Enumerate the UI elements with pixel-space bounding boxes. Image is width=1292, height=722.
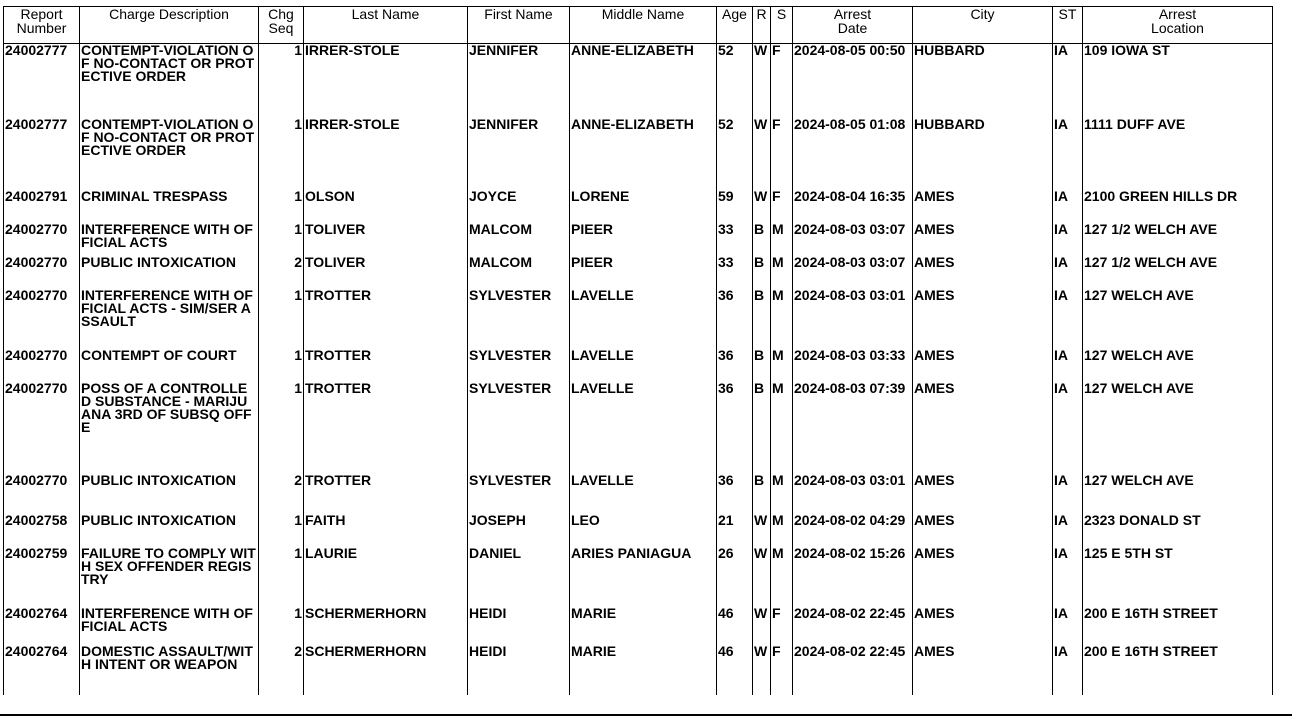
cell-report-number: 24002770 bbox=[4, 474, 80, 514]
cell-middle-name: ARIES PANIAGUA bbox=[570, 547, 717, 607]
cell-age: 21 bbox=[717, 514, 753, 547]
cell-state: IA bbox=[1053, 223, 1083, 256]
header-arrest-date: Arrest Date bbox=[793, 7, 913, 44]
cell-arrest-date: 2024-08-05 00:50 bbox=[793, 44, 913, 119]
cell-last-name: FAITH bbox=[304, 514, 468, 547]
cell-arrest-date: 2024-08-02 04:29 bbox=[793, 514, 913, 547]
table-row bbox=[4, 547, 1273, 607]
cell-chg-seq: 1 bbox=[259, 607, 304, 645]
cell-first-name: JENNIFER bbox=[468, 44, 570, 119]
cell-arrest-location: 2323 DONALD ST bbox=[1083, 514, 1273, 547]
cell-last-name: TOLIVER bbox=[304, 256, 468, 289]
cell-city: HUBBARD bbox=[913, 118, 1053, 190]
cell-charge-description: PUBLIC INTOXICATION bbox=[80, 256, 259, 289]
cell-city: AMES bbox=[913, 190, 1053, 223]
cell-state: IA bbox=[1053, 547, 1083, 607]
cell-first-name: SYLVESTER bbox=[468, 349, 570, 382]
cell-report-number: 24002764 bbox=[4, 607, 80, 645]
cell-chg-seq: 2 bbox=[259, 645, 304, 695]
cell-chg-seq: 2 bbox=[259, 474, 304, 514]
cell-middle-name: MARIE bbox=[570, 645, 717, 695]
cell-charge-description: CONTEMPT-VIOLATION OF NO-CONTACT OR PROTECTIVE ORDER bbox=[80, 44, 259, 119]
cell-chg-seq: 1 bbox=[259, 118, 304, 190]
cell-report-number: 24002777 bbox=[4, 44, 80, 119]
header-city: City bbox=[913, 7, 1053, 44]
cell-charge-description: INTERFERENCE WITH OFFICIAL ACTS bbox=[80, 223, 259, 256]
header-age: Age bbox=[717, 7, 753, 44]
cell-last-name: TROTTER bbox=[304, 474, 468, 514]
cell-first-name: SYLVESTER bbox=[468, 289, 570, 349]
cell-arrest-date: 2024-08-03 03:07 bbox=[793, 256, 913, 289]
header-charge-description: Charge Description bbox=[80, 7, 259, 44]
cell-state: IA bbox=[1053, 190, 1083, 223]
cell-arrest-date: 2024-08-05 01:08 bbox=[793, 118, 913, 190]
cell-city: AMES bbox=[913, 474, 1053, 514]
cell-sex: M bbox=[771, 256, 793, 289]
arrest-log-table bbox=[3, 6, 1273, 695]
cell-chg-seq: 1 bbox=[259, 223, 304, 256]
cell-state: IA bbox=[1053, 382, 1083, 474]
cell-city: AMES bbox=[913, 289, 1053, 349]
cell-age: 46 bbox=[717, 645, 753, 695]
cell-charge-description: PUBLIC INTOXICATION bbox=[80, 474, 259, 514]
cell-race: B bbox=[753, 289, 771, 349]
cell-last-name: TOLIVER bbox=[304, 223, 468, 256]
cell-arrest-date: 2024-08-03 03:01 bbox=[793, 474, 913, 514]
header-first-name: First Name bbox=[468, 7, 570, 44]
cell-arrest-location: 127 WELCH AVE bbox=[1083, 474, 1273, 514]
cell-report-number: 24002758 bbox=[4, 514, 80, 547]
cell-arrest-location: 127 WELCH AVE bbox=[1083, 382, 1273, 474]
cell-race: W bbox=[753, 514, 771, 547]
cell-report-number: 24002770 bbox=[4, 223, 80, 256]
cell-race: W bbox=[753, 607, 771, 645]
cell-arrest-date: 2024-08-04 16:35 bbox=[793, 190, 913, 223]
cell-age: 33 bbox=[717, 223, 753, 256]
cell-charge-description: CONTEMPT-VIOLATION OF NO-CONTACT OR PROTECTIVE ORDER bbox=[80, 118, 259, 190]
cell-middle-name: LAVELLE bbox=[570, 382, 717, 474]
cell-middle-name: MARIE bbox=[570, 607, 717, 645]
cell-age: 36 bbox=[717, 382, 753, 474]
cell-race: B bbox=[753, 256, 771, 289]
table-row bbox=[4, 118, 1273, 190]
cell-arrest-location: 127 1/2 WELCH AVE bbox=[1083, 256, 1273, 289]
cell-charge-description: CRIMINAL TRESPASS bbox=[80, 190, 259, 223]
cell-middle-name: LAVELLE bbox=[570, 474, 717, 514]
cell-sex: F bbox=[771, 607, 793, 645]
cell-middle-name: LAVELLE bbox=[570, 349, 717, 382]
cell-sex: M bbox=[771, 474, 793, 514]
cell-city: AMES bbox=[913, 223, 1053, 256]
table-row bbox=[4, 514, 1273, 547]
cell-age: 52 bbox=[717, 44, 753, 119]
cell-city: AMES bbox=[913, 607, 1053, 645]
cell-state: IA bbox=[1053, 289, 1083, 349]
cell-sex: F bbox=[771, 645, 793, 695]
cell-charge-description: PUBLIC INTOXICATION bbox=[80, 514, 259, 547]
cell-arrest-location: 127 1/2 WELCH AVE bbox=[1083, 223, 1273, 256]
cell-arrest-date: 2024-08-02 22:45 bbox=[793, 645, 913, 695]
cell-arrest-date: 2024-08-02 15:26 bbox=[793, 547, 913, 607]
cell-age: 36 bbox=[717, 349, 753, 382]
cell-chg-seq: 1 bbox=[259, 44, 304, 119]
header-state: ST bbox=[1053, 7, 1083, 44]
cell-sex: M bbox=[771, 547, 793, 607]
cell-chg-seq: 2 bbox=[259, 256, 304, 289]
cell-first-name: MALCOM bbox=[468, 256, 570, 289]
cell-race: B bbox=[753, 223, 771, 256]
cell-state: IA bbox=[1053, 44, 1083, 119]
cell-middle-name: LORENE bbox=[570, 190, 717, 223]
cell-age: 26 bbox=[717, 547, 753, 607]
cell-age: 52 bbox=[717, 118, 753, 190]
cell-chg-seq: 1 bbox=[259, 547, 304, 607]
cell-charge-description: INTERFERENCE WITH OFFICIAL ACTS - SIM/SER ASSAULT bbox=[80, 289, 259, 349]
cell-arrest-location: 1111 DUFF AVE bbox=[1083, 118, 1273, 190]
cell-arrest-location: 127 WELCH AVE bbox=[1083, 349, 1273, 382]
table-row bbox=[4, 474, 1273, 514]
cell-last-name: LAURIE bbox=[304, 547, 468, 607]
cell-race: W bbox=[753, 645, 771, 695]
cell-race: W bbox=[753, 547, 771, 607]
cell-city: AMES bbox=[913, 645, 1053, 695]
cell-middle-name: LEO bbox=[570, 514, 717, 547]
cell-first-name: HEIDI bbox=[468, 607, 570, 645]
header-report-number: Report Number bbox=[4, 7, 80, 44]
cell-chg-seq: 1 bbox=[259, 514, 304, 547]
header-row bbox=[4, 7, 1273, 44]
cell-first-name: DANIEL bbox=[468, 547, 570, 607]
cell-arrest-date: 2024-08-02 22:45 bbox=[793, 607, 913, 645]
page-bottom-rule bbox=[0, 714, 1292, 722]
cell-last-name: IRRER-STOLE bbox=[304, 44, 468, 119]
cell-last-name: TROTTER bbox=[304, 289, 468, 349]
cell-charge-description: FAILURE TO COMPLY WITH SEX OFFENDER REGISTRY bbox=[80, 547, 259, 607]
cell-middle-name: ANNE-ELIZABETH bbox=[570, 118, 717, 190]
cell-age: 36 bbox=[717, 289, 753, 349]
cell-first-name: SYLVESTER bbox=[468, 382, 570, 474]
cell-city: HUBBARD bbox=[913, 44, 1053, 119]
cell-arrest-date: 2024-08-03 07:39 bbox=[793, 382, 913, 474]
cell-first-name: SYLVESTER bbox=[468, 474, 570, 514]
cell-chg-seq: 1 bbox=[259, 289, 304, 349]
header-middle-name: Middle Name bbox=[570, 7, 717, 44]
cell-arrest-location: 200 E 16TH STREET bbox=[1083, 645, 1273, 695]
cell-race: W bbox=[753, 44, 771, 119]
cell-report-number: 24002770 bbox=[4, 256, 80, 289]
cell-report-number: 24002777 bbox=[4, 118, 80, 190]
header-arrest-location: Arrest Location bbox=[1083, 7, 1273, 44]
header-last-name: Last Name bbox=[304, 7, 468, 44]
cell-race: W bbox=[753, 118, 771, 190]
table-row bbox=[4, 607, 1273, 645]
cell-last-name: SCHERMERHORN bbox=[304, 645, 468, 695]
cell-middle-name: LAVELLE bbox=[570, 289, 717, 349]
cell-report-number: 24002770 bbox=[4, 382, 80, 474]
table-row bbox=[4, 223, 1273, 256]
table-row bbox=[4, 190, 1273, 223]
cell-race: W bbox=[753, 190, 771, 223]
cell-arrest-location: 2100 GREEN HILLS DR bbox=[1083, 190, 1273, 223]
cell-age: 46 bbox=[717, 607, 753, 645]
cell-city: AMES bbox=[913, 514, 1053, 547]
cell-state: IA bbox=[1053, 118, 1083, 190]
cell-first-name: JENNIFER bbox=[468, 118, 570, 190]
cell-state: IA bbox=[1053, 349, 1083, 382]
cell-city: AMES bbox=[913, 256, 1053, 289]
cell-sex: M bbox=[771, 349, 793, 382]
header-sex: S bbox=[771, 7, 793, 44]
cell-state: IA bbox=[1053, 474, 1083, 514]
cell-report-number: 24002770 bbox=[4, 349, 80, 382]
cell-arrest-location: 125 E 5TH ST bbox=[1083, 547, 1273, 607]
cell-last-name: TROTTER bbox=[304, 382, 468, 474]
cell-charge-description: DOMESTIC ASSAULT/WITH INTENT OR WEAPON bbox=[80, 645, 259, 695]
cell-chg-seq: 1 bbox=[259, 349, 304, 382]
cell-last-name: TROTTER bbox=[304, 349, 468, 382]
cell-first-name: JOYCE bbox=[468, 190, 570, 223]
cell-report-number: 24002770 bbox=[4, 289, 80, 349]
cell-race: B bbox=[753, 349, 771, 382]
cell-last-name: SCHERMERHORN bbox=[304, 607, 468, 645]
header-race: R bbox=[753, 7, 771, 44]
cell-state: IA bbox=[1053, 256, 1083, 289]
cell-arrest-location: 109 IOWA ST bbox=[1083, 44, 1273, 119]
table-row bbox=[4, 289, 1273, 349]
cell-charge-description: CONTEMPT OF COURT bbox=[80, 349, 259, 382]
cell-state: IA bbox=[1053, 514, 1083, 547]
cell-arrest-date: 2024-08-03 03:33 bbox=[793, 349, 913, 382]
cell-city: AMES bbox=[913, 547, 1053, 607]
cell-city: AMES bbox=[913, 382, 1053, 474]
cell-first-name: MALCOM bbox=[468, 223, 570, 256]
table-row bbox=[4, 645, 1273, 695]
cell-arrest-date: 2024-08-03 03:07 bbox=[793, 223, 913, 256]
cell-state: IA bbox=[1053, 645, 1083, 695]
cell-race: B bbox=[753, 382, 771, 474]
cell-sex: M bbox=[771, 382, 793, 474]
cell-report-number: 24002791 bbox=[4, 190, 80, 223]
cell-age: 36 bbox=[717, 474, 753, 514]
cell-age: 59 bbox=[717, 190, 753, 223]
cell-arrest-location: 127 WELCH AVE bbox=[1083, 289, 1273, 349]
cell-charge-description: POSS OF A CONTROLLED SUBSTANCE - MARIJUANA 3RD OF SUBSQ OFFE bbox=[80, 382, 259, 474]
cell-sex: M bbox=[771, 223, 793, 256]
cell-sex: M bbox=[771, 289, 793, 349]
cell-sex: F bbox=[771, 44, 793, 119]
cell-chg-seq: 1 bbox=[259, 382, 304, 474]
header-chg-seq: Chg Seq bbox=[259, 7, 304, 44]
cell-state: IA bbox=[1053, 607, 1083, 645]
cell-report-number: 24002759 bbox=[4, 547, 80, 607]
cell-report-number: 24002764 bbox=[4, 645, 80, 695]
cell-last-name: IRRER-STOLE bbox=[304, 118, 468, 190]
cell-arrest-location: 200 E 16TH STREET bbox=[1083, 607, 1273, 645]
table-row bbox=[4, 44, 1273, 119]
cell-last-name: OLSON bbox=[304, 190, 468, 223]
table-row bbox=[4, 349, 1273, 382]
cell-sex: F bbox=[771, 190, 793, 223]
cell-middle-name: PIEER bbox=[570, 256, 717, 289]
cell-charge-description: INTERFERENCE WITH OFFICIAL ACTS bbox=[80, 607, 259, 645]
cell-middle-name: ANNE-ELIZABETH bbox=[570, 44, 717, 119]
cell-middle-name: PIEER bbox=[570, 223, 717, 256]
cell-sex: F bbox=[771, 118, 793, 190]
cell-first-name: JOSEPH bbox=[468, 514, 570, 547]
cell-age: 33 bbox=[717, 256, 753, 289]
table-row bbox=[4, 382, 1273, 474]
cell-arrest-date: 2024-08-03 03:01 bbox=[793, 289, 913, 349]
cell-race: B bbox=[753, 474, 771, 514]
cell-city: AMES bbox=[913, 349, 1053, 382]
cell-first-name: HEIDI bbox=[468, 645, 570, 695]
cell-chg-seq: 1 bbox=[259, 190, 304, 223]
table-row bbox=[4, 256, 1273, 289]
cell-sex: M bbox=[771, 514, 793, 547]
